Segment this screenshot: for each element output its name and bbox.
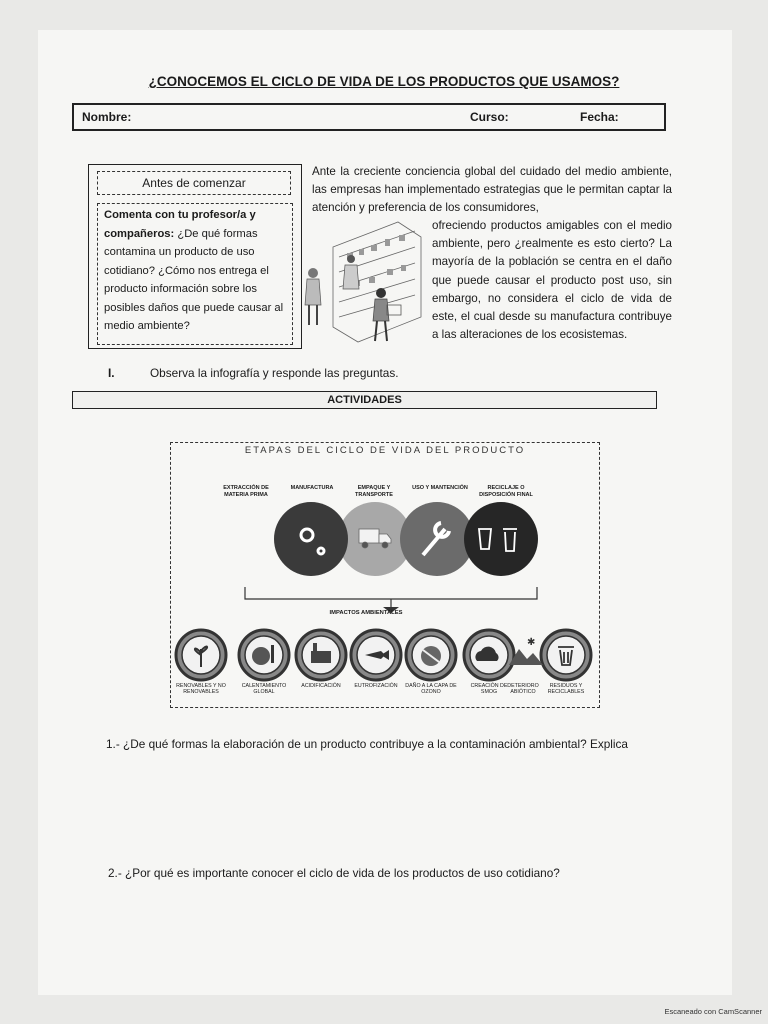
stages-diagram	[271, 499, 551, 583]
stage-label-recycling: RECICLAJE O DISPOSICIÓN FINAL	[479, 485, 533, 498]
impacts-title: IMPACTOS AMBIENTALES	[329, 610, 403, 616]
impact-label-abiotic: DETERIORO ABIÓTICO	[507, 683, 539, 696]
date-label: Fecha:	[580, 110, 619, 124]
question-1: 1.- ¿De qué formas la elaboración de un producto contribuye a la contaminación ambiental? Explica	[106, 737, 628, 751]
stage-label-extraction: EXTRACCIÓN DE MATERIA PRIMA	[223, 485, 269, 498]
before-starting-heading: Antes de comenzar	[97, 171, 291, 195]
ozone-earth-icon	[421, 646, 441, 666]
stage-label-use: USO Y MANTENCIÓN	[412, 485, 468, 491]
intro-paragraph-start: Ante la creciente conciencia global del cuidado del medio ambiente, las empresas han implementado estrategias que le permitan captar la atención y preferencia de los consumidores,	[312, 165, 672, 215]
impact-label-eutrophication: EUTROFIZACIÓN	[354, 683, 398, 689]
life-cycle-infographic	[170, 442, 600, 708]
impact-label-resources: RENOVABLES Y NO RENOVABLES	[176, 683, 226, 696]
impact-label-waste: RESIDUOS Y RECICLABLES	[547, 683, 585, 696]
prompt-lead: Comenta con tu profesor/a y compañeros:	[104, 209, 256, 240]
course-label: Curso:	[470, 110, 509, 124]
instruction-text: Observa la infografía y responde las preguntas.	[150, 366, 399, 380]
prompt-body: ¿De qué formas contamina un producto de uso cotidiano? ¿Cómo nos entrega el producto información sobre los posibles daños que puede causar al medio ambiente?	[104, 227, 284, 332]
impact-label-smog: CREACIÓN DE SMOG	[470, 683, 508, 696]
stage-label-packaging: EMPAQUE Y TRANSPORTE	[355, 485, 393, 498]
impacts-icons	[171, 623, 599, 683]
intro-paragraph-rest: ofreciendo productos amigables con el medio ambiente, pero ¿realmente es esto cierto? La mayoría de la población se centra en el daño que puede causar el producto post uso, sin embargo, no considera el ciclo de vida de este, el cual desde su manufactura contribuye a las alteraciones de los ecosistemas.	[432, 219, 672, 342]
stage-label-manufacture: MANUFACTURA	[290, 485, 334, 491]
question-2: 2.- ¿Por qué es importante conocer el ciclo de vida de los productos de uso cotidiano?	[108, 866, 560, 880]
before-starting-box	[88, 164, 302, 349]
scanner-watermark: Escaneado con CamScanner	[664, 1007, 762, 1016]
stage-circle-recycling	[464, 502, 538, 576]
activities-header: ACTIVIDADES	[72, 391, 657, 409]
impact-label-warming: CALENTAMIENTO GLOBAL	[241, 683, 287, 696]
impact-label-acidification: ACIDIFICACIÓN	[301, 683, 341, 689]
student-info-box	[72, 103, 666, 131]
name-label: Nombre:	[82, 110, 132, 124]
before-starting-prompt	[97, 203, 293, 345]
page-title: ¿CONOCEMOS EL CICLO DE VIDA DE LOS PRODUCTOS QUE USAMOS?	[148, 74, 620, 89]
impact-label-ozone: DAÑO A LA CAPA DE OZONO	[405, 683, 457, 696]
instruction-number: I.	[108, 366, 115, 380]
infographic-title: ETAPAS DEL CICLO DE VIDA DEL PRODUCTO	[244, 445, 526, 456]
shopping-illustration	[303, 217, 425, 347]
svg-text:✱: ✱	[527, 637, 536, 648]
